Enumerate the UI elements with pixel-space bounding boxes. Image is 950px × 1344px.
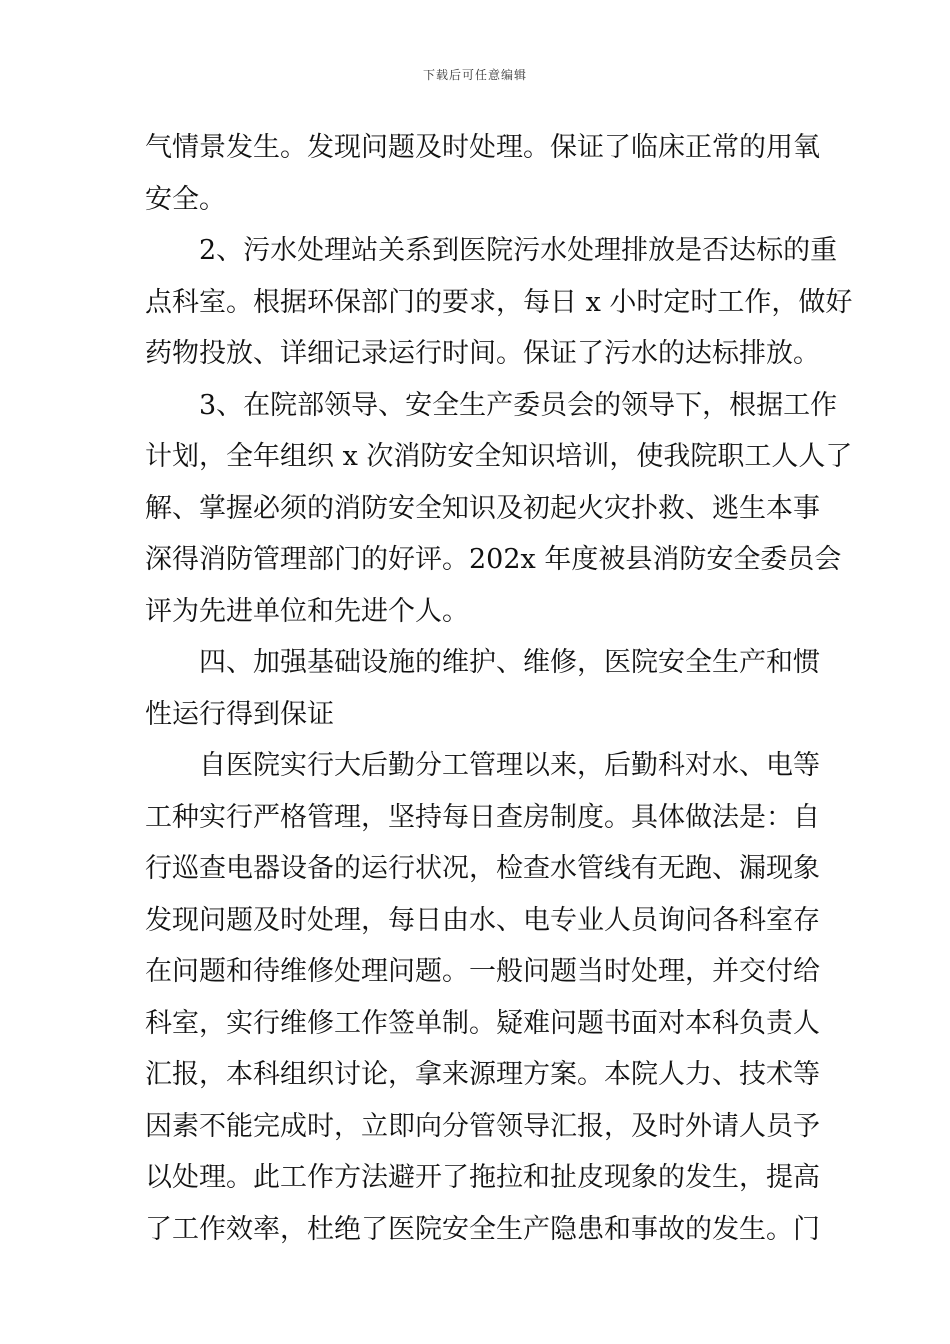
text-line: 了工作效率，杜绝了医院安全生产隐患和事故的发生。门 [145,1213,820,1245]
text-line: 评为先进单位和先进个人。 [145,595,469,627]
text-line: 2、污水处理站关系到医院污水处理排放是否达标的重 [199,235,838,266]
text-line: 发现问题及时处理，每日由水、电专业人员询问各科室存 [145,904,820,936]
page-header-note: 下载后可任意编辑 [422,68,527,82]
text-line: 深得消防管理部门的好评。202x 年度被县消防安全委员会 [145,544,842,575]
text-line: 解、掌握必须的消防安全知识及初起火灾扑救、逃生本事 [145,492,820,524]
section-heading-line: 性运行得到保证 [145,698,334,730]
text-line: 在问题和待维修处理问题。一般问题当时处理，并交付给 [145,956,820,987]
document-body [145,122,853,1255]
text-line: 计划，全年组织 x 次消防安全知识培训，使我院职工人人了 [145,441,853,472]
text-line: 气情景发生。发现问题及时处理。保证了临床正常的用氧 [145,132,820,163]
text-line: 因素不能完成时，立即向分管领导汇报，及时外请人员予 [145,1110,820,1142]
text-line: 3、在院部领导、安全生产委员会的领导下，根据工作 [199,389,838,421]
text-line: 以处理。此工作方法避开了拖拉和扯皮现象的发生，提高 [145,1162,820,1193]
text-line: 点科室。根据环保部门的要求，每日 x 小时定时工作，做好 [145,286,853,318]
text-line: 药物投放、详细记录运行时间。保证了污水的达标排放。 [145,338,820,369]
text-line: 自医院实行大后勤分工管理以来，后勤科对水、电等 [199,750,820,781]
text-line: 工种实行严格管理，坚持每日查房制度。具体做法是：自 [145,801,820,833]
text-line: 安全。 [145,183,226,215]
text-line: 汇报，本科组织讨论，拿来源理方案。本院人力、技术等 [145,1059,820,1090]
text-line: 行巡查电器设备的运行状况，检查水管线有无跑、漏现象 [145,853,820,884]
section-heading-line: 四、加强基础设施的维护、维修，医院安全生产和惯 [199,647,820,678]
text-line: 科室，实行维修工作签单制。疑难问题书面对本科负责人 [145,1007,820,1039]
